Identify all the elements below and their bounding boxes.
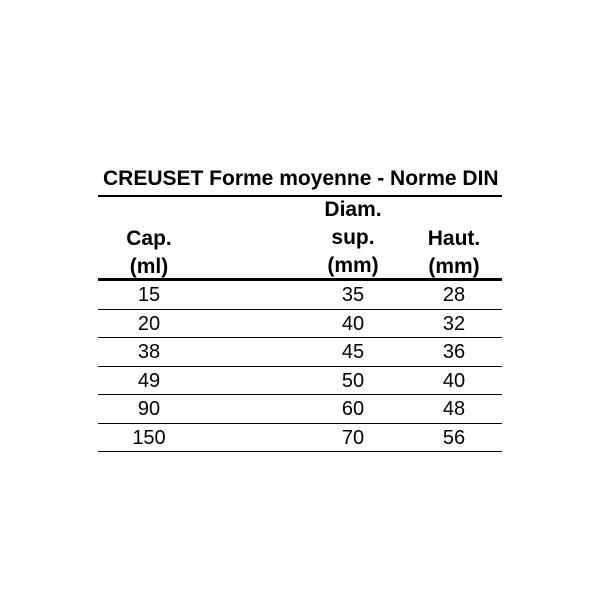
- cell-capacity: 90: [137, 398, 161, 420]
- table-row: [98, 395, 502, 424]
- cell-height: 36: [442, 341, 466, 363]
- cell-capacity: 49: [137, 369, 161, 392]
- header-diameter-line-3: (mm): [327, 254, 379, 277]
- cell-height: 56: [442, 426, 466, 449]
- header-height-line-2: (mm): [428, 255, 480, 278]
- cell-diameter: 40: [341, 312, 365, 335]
- table-row: [98, 281, 502, 310]
- cell-capacity: 15: [137, 284, 161, 306]
- cell-diameter: 45: [341, 341, 365, 363]
- table-row: [98, 367, 502, 396]
- cell-height: 32: [442, 312, 466, 335]
- header-diameter-line-1: Diam.: [324, 198, 382, 221]
- header-capacity: [98, 225, 200, 281]
- cell-height: 28: [442, 284, 466, 306]
- cell-height: 48: [442, 398, 466, 420]
- header-height: [405, 225, 502, 281]
- cell-capacity: 20: [137, 312, 161, 335]
- cell-diameter: 70: [341, 426, 365, 449]
- cell-diameter: 60: [341, 398, 365, 420]
- header-diameter: [301, 196, 405, 280]
- cell-diameter: 35: [341, 284, 365, 306]
- title-divider: [98, 195, 502, 197]
- header-capacity-line-1: Cap.: [126, 227, 172, 250]
- header-height-line-1: Haut.: [427, 227, 481, 250]
- table-row: [98, 424, 502, 453]
- table-title: CREUSET Forme moyenne - Norme DIN: [103, 167, 499, 190]
- crucible-table: [98, 163, 502, 453]
- table-row: [98, 310, 502, 339]
- cell-height: 40: [442, 369, 466, 392]
- table-row: [98, 338, 502, 367]
- cell-capacity: 150: [132, 426, 166, 449]
- cell-diameter: 50: [341, 369, 365, 392]
- cell-capacity: 38: [137, 341, 161, 363]
- header-diameter-line-2: sup.: [331, 226, 375, 249]
- header-capacity-line-2: (ml): [129, 255, 169, 278]
